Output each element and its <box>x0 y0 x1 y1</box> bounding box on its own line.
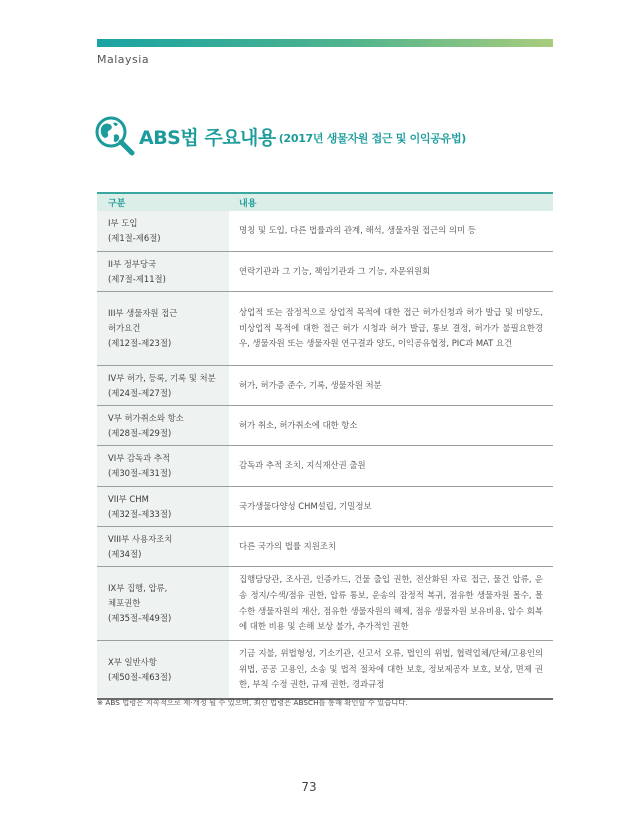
category-line: VI부 감독과 추적 <box>108 453 171 463</box>
table-row <box>97 446 553 487</box>
row-category <box>97 252 229 291</box>
footnote: ※ ABS 법령은 지속적으로 제·개정 될 수 있으며, 최신 법령은 ABSCH를 통해 확인할 수 있습니다. <box>97 698 408 707</box>
row-category <box>97 446 229 486</box>
category-line: 체포권한 <box>108 598 141 608</box>
category-line: (제24절-제27절) <box>108 387 172 398</box>
row-category <box>97 487 229 526</box>
row-category <box>97 406 229 445</box>
category-line: IX부 집행, 압류, <box>108 583 168 593</box>
row-content: 집행담당관, 조사권, 인증카드, 건물 출입 권한, 전산화된 자료 접근, 물건 압류, 운송 정지/수색/점유 권한, 압류 통보, 운송의 잠정적 복귀, 점유한 생물자원 몰수, 몰수한 생물자원의 재산, 점유한 생물자원의 해제, 점유 생물자원 보유비용, 압수 회복에 대한 비용 및 손해 보상 불가, 추가적인 권한 <box>239 573 543 632</box>
category-line: VIII부 사용자조치 <box>108 533 173 544</box>
category-line: (제12절-제23절) <box>108 338 172 348</box>
abs-law-table <box>97 192 553 700</box>
header-category: 구분 <box>108 199 126 209</box>
table-row <box>97 252 553 292</box>
row-category <box>97 567 229 640</box>
category-line: (제34절) <box>108 548 142 559</box>
page-subtitle: (2017년 생물자원 접근 및 이익공유법) <box>278 132 466 145</box>
category-line: IV부 허가, 등록, 기록 및 처분 <box>108 372 216 383</box>
category-line: (제1절-제6절) <box>108 233 161 243</box>
category-line: III부 생물자원 접근 <box>108 308 178 318</box>
table-row <box>97 366 553 406</box>
category-line: (제32절-제33절) <box>108 508 172 519</box>
section-title <box>93 116 466 156</box>
category-line: 허가요건 <box>108 323 141 333</box>
table-header <box>97 192 553 211</box>
category-line: X부 일반사항 <box>108 656 157 667</box>
page-title: ABS법 주요내용 <box>139 126 276 149</box>
row-category <box>97 211 229 251</box>
category-line: VII부 CHM <box>108 493 149 504</box>
page-number: 73 <box>301 780 317 794</box>
row-content: 감독과 추적 조치, 지식재산권 출원 <box>239 460 366 471</box>
category-line: (제7절-제11절) <box>108 273 166 284</box>
row-content: 허가, 허가증 준수, 기록, 생물자원 처분 <box>239 379 382 390</box>
row-category <box>97 527 229 566</box>
category-line: (제30절-제31절) <box>108 468 172 478</box>
category-line: V부 허가취소와 항소 <box>108 412 184 423</box>
table-row <box>97 211 553 252</box>
header-content: 내용 <box>239 199 257 209</box>
row-content: 상업적 또는 잠정적으로 상업적 목적에 대한 접근 허가신청과 허가 발급 및 비양도, 비상업적 목적에 대한 접근 허가 시청과 허가 발급, 통보 결정, 허가가 불필요한경우, 생물자원 또는 생물자원 연구결과 양도, 이익공유협정, PIC과 MAT 요건 <box>239 306 543 349</box>
category-line: (제28절-제29절) <box>108 427 172 438</box>
category-line: (제50절-제63절) <box>108 671 172 682</box>
header-color-bar <box>97 39 553 47</box>
table-row <box>97 406 553 446</box>
row-category <box>97 641 229 698</box>
row-category <box>97 366 229 405</box>
country-label: Malaysia <box>97 53 150 66</box>
globe-magnifier-icon <box>93 115 137 157</box>
category-line: (제35절-제49절) <box>108 613 172 623</box>
row-content: 명칭 및 도입, 다른 법률과의 관계, 해석, 생물자원 접근의 의미 등 <box>239 225 476 236</box>
row-content: 기금 지불, 위법형성, 기소기관, 신고서 오류, 법인의 위법, 협력업체/단체/고용인의 위법, 공공 고용인, 소송 및 법적 절차에 대한 보호, 정보제공자 보호, 보상, 면제 권한, 부칙 수정 권한, 규제 권한, 경과규정 <box>239 647 543 690</box>
row-content: 연락기관과 그 기능, 책임기관과 그 기능, 자문위원회 <box>239 265 431 276</box>
row-category <box>97 292 229 365</box>
table-row <box>97 641 553 700</box>
category-line: I부 도입 <box>108 218 138 228</box>
table-row <box>97 567 553 641</box>
table-row <box>97 527 553 567</box>
category-line: II부 정부당국 <box>108 258 157 269</box>
row-content: 다른 국가의 법률 지원조치 <box>239 540 336 551</box>
row-content: 국가생물다양성 CHM설립, 기밀정보 <box>239 500 372 511</box>
table-row <box>97 487 553 527</box>
table-row <box>97 292 553 366</box>
row-content: 허가 취소, 허가취소에 대한 항소 <box>239 419 358 430</box>
